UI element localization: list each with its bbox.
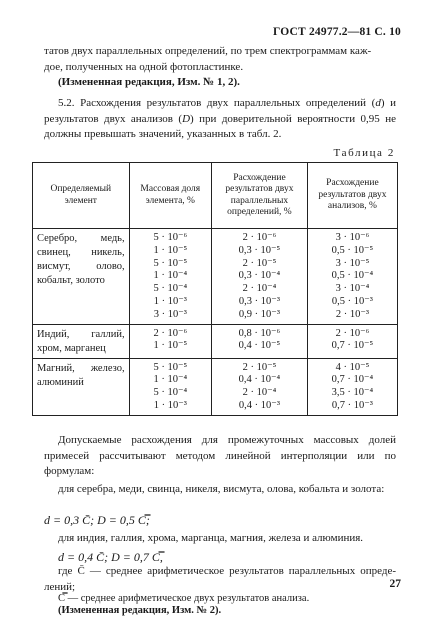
value: 2 · 10⁻³ xyxy=(335,308,370,320)
intro-paragraph xyxy=(44,44,396,91)
value: 1 · 10⁻⁴ xyxy=(153,270,188,282)
value: 2 · 10⁻⁶ xyxy=(153,327,188,339)
parallel-diff-cell xyxy=(212,324,308,358)
value: 2 · 10⁻⁶ xyxy=(335,327,370,339)
continuation-line-1: татов двух параллельных определений, по трем спектрограммам каж- xyxy=(44,45,372,57)
value: 0,4 · 10⁻⁵ xyxy=(238,340,281,352)
amendment-note-1: (Измененная редакция, Изм. № 1, 2). xyxy=(58,76,240,88)
value: 0,3 · 10⁻⁴ xyxy=(238,270,281,282)
section-text-c: ) при доверительной вероятности 0,95 не должны превышать значений, указанных в табл. 2. xyxy=(44,112,397,140)
section-number: 5.2. xyxy=(58,97,75,109)
where-cbar: где C̄ — среднее арифметическое результатов параллельных опреде-лений; xyxy=(44,565,396,593)
value: 3 · 10⁻⁶ xyxy=(335,232,370,243)
var-d: d xyxy=(375,97,381,109)
table-2 xyxy=(32,162,398,416)
table-row xyxy=(33,358,398,415)
group1-intro: для серебра, меди, свинца, никеля, висмута, олова, кобальта и золота: xyxy=(58,483,385,495)
value: 0,7 · 10⁻⁴ xyxy=(331,374,374,386)
value: 5 · 10⁻⁶ xyxy=(153,232,188,243)
mass-fraction-cell xyxy=(129,358,211,415)
formula-1: d = 0,3 C̄; D = 0,5 C̿; xyxy=(44,513,150,527)
table-header-row xyxy=(33,163,398,229)
value: 1 · 10⁻⁵ xyxy=(153,244,188,256)
section-text-a: Расхождения результатов двух параллельных определений ( xyxy=(80,97,376,109)
value: 1 · 10⁻⁵ xyxy=(153,340,188,352)
value: 2 · 10⁻⁵ xyxy=(242,361,277,373)
header-mass-fraction: Массовая доля элемента, % xyxy=(129,163,211,229)
page-number: 27 xyxy=(389,578,401,590)
element-names: Магний, железо, алюминий xyxy=(37,362,125,388)
value: 5 · 10⁻⁵ xyxy=(153,257,188,269)
value: 0,7 · 10⁻⁵ xyxy=(331,340,374,352)
section-5-2 xyxy=(44,96,396,143)
analysis-diff-cell xyxy=(307,358,397,415)
value: 0,7 · 10⁻³ xyxy=(331,399,373,411)
parallel-diff-cell xyxy=(212,358,308,415)
value: 2 · 10⁻⁶ xyxy=(242,232,277,243)
analysis-diff-cell xyxy=(307,324,397,358)
table-caption: Таблица 2 xyxy=(333,147,395,159)
value: 3 · 10⁻³ xyxy=(153,308,187,320)
group2-intro: для индия, галлия, хрома, марганца, магния, железа и алюминия. xyxy=(58,532,364,544)
mass-fraction-cell xyxy=(129,324,211,358)
parallel-diff-cell xyxy=(212,229,308,325)
section-text-b: ) и результатов двух анализов ( xyxy=(44,97,396,125)
table-row xyxy=(33,324,398,358)
value: 3 · 10⁻⁵ xyxy=(335,257,370,269)
value: 5 · 10⁻⁴ xyxy=(153,387,188,399)
amendment-note-2: (Измененная редакция, Изм. № 2). xyxy=(58,605,222,616)
value: 1 · 10⁻³ xyxy=(153,295,187,307)
value: 2 · 10⁻⁴ xyxy=(242,387,277,399)
value: 0,5 · 10⁻³ xyxy=(331,295,373,307)
continuation-line-2: дое, полученных на одной фотопластинке. xyxy=(44,60,244,73)
value: 4 · 10⁻⁵ xyxy=(335,361,370,373)
value: 0,5 · 10⁻⁴ xyxy=(331,270,374,282)
value: 5 · 10⁻⁴ xyxy=(153,283,188,295)
mass-fraction-cell xyxy=(129,229,211,325)
formula-2: d = 0,4 C̄; D = 0,7 C̿, xyxy=(58,550,163,564)
value: 1 · 10⁻³ xyxy=(153,399,187,411)
value: 0,3 · 10⁻⁵ xyxy=(238,244,281,256)
header-element: Определяемый элемент xyxy=(33,163,130,229)
var-D: D xyxy=(182,112,191,125)
value: 1 · 10⁻⁴ xyxy=(153,374,188,386)
analysis-diff-cell xyxy=(307,229,397,325)
interpolation-paragraph: Допускаемые расхождения для промежуточных массовых долей примесей рассчитывают методом линейной интерполяции или по формулам: xyxy=(44,434,396,477)
value: 3,5 · 10⁻⁴ xyxy=(331,387,374,399)
header-parallel-diff: Расхождение результатов двух параллельных определений, % xyxy=(212,163,308,229)
value: 5 · 10⁻⁵ xyxy=(153,361,188,373)
value: 0,5 · 10⁻⁵ xyxy=(331,244,374,256)
header-analysis-diff: Расхождение результатов двух анализов, % xyxy=(307,163,397,229)
value: 0,8 · 10⁻⁶ xyxy=(238,327,281,339)
value: 0,4 · 10⁻³ xyxy=(238,399,280,411)
element-names: Индий, галлий, хром, марганец xyxy=(37,328,125,354)
value: 2 · 10⁻⁴ xyxy=(242,283,277,295)
value: 2 · 10⁻⁵ xyxy=(242,257,277,269)
table-row xyxy=(33,229,398,325)
where-cbarbar: C̿ — среднее арифметическое двух результатов анализа. xyxy=(58,593,310,604)
value: 0,3 · 10⁻³ xyxy=(238,295,280,307)
value: 3 · 10⁻⁴ xyxy=(335,283,370,295)
element-names: Серебро, медь, свинец, никель, висмут, олово, кобальт, золото xyxy=(37,233,125,286)
value: 0,9 · 10⁻³ xyxy=(238,308,280,320)
value: 0,4 · 10⁻⁴ xyxy=(238,374,281,386)
standard-reference: ГОСТ 24977.2—81 С. 10 xyxy=(273,26,401,38)
